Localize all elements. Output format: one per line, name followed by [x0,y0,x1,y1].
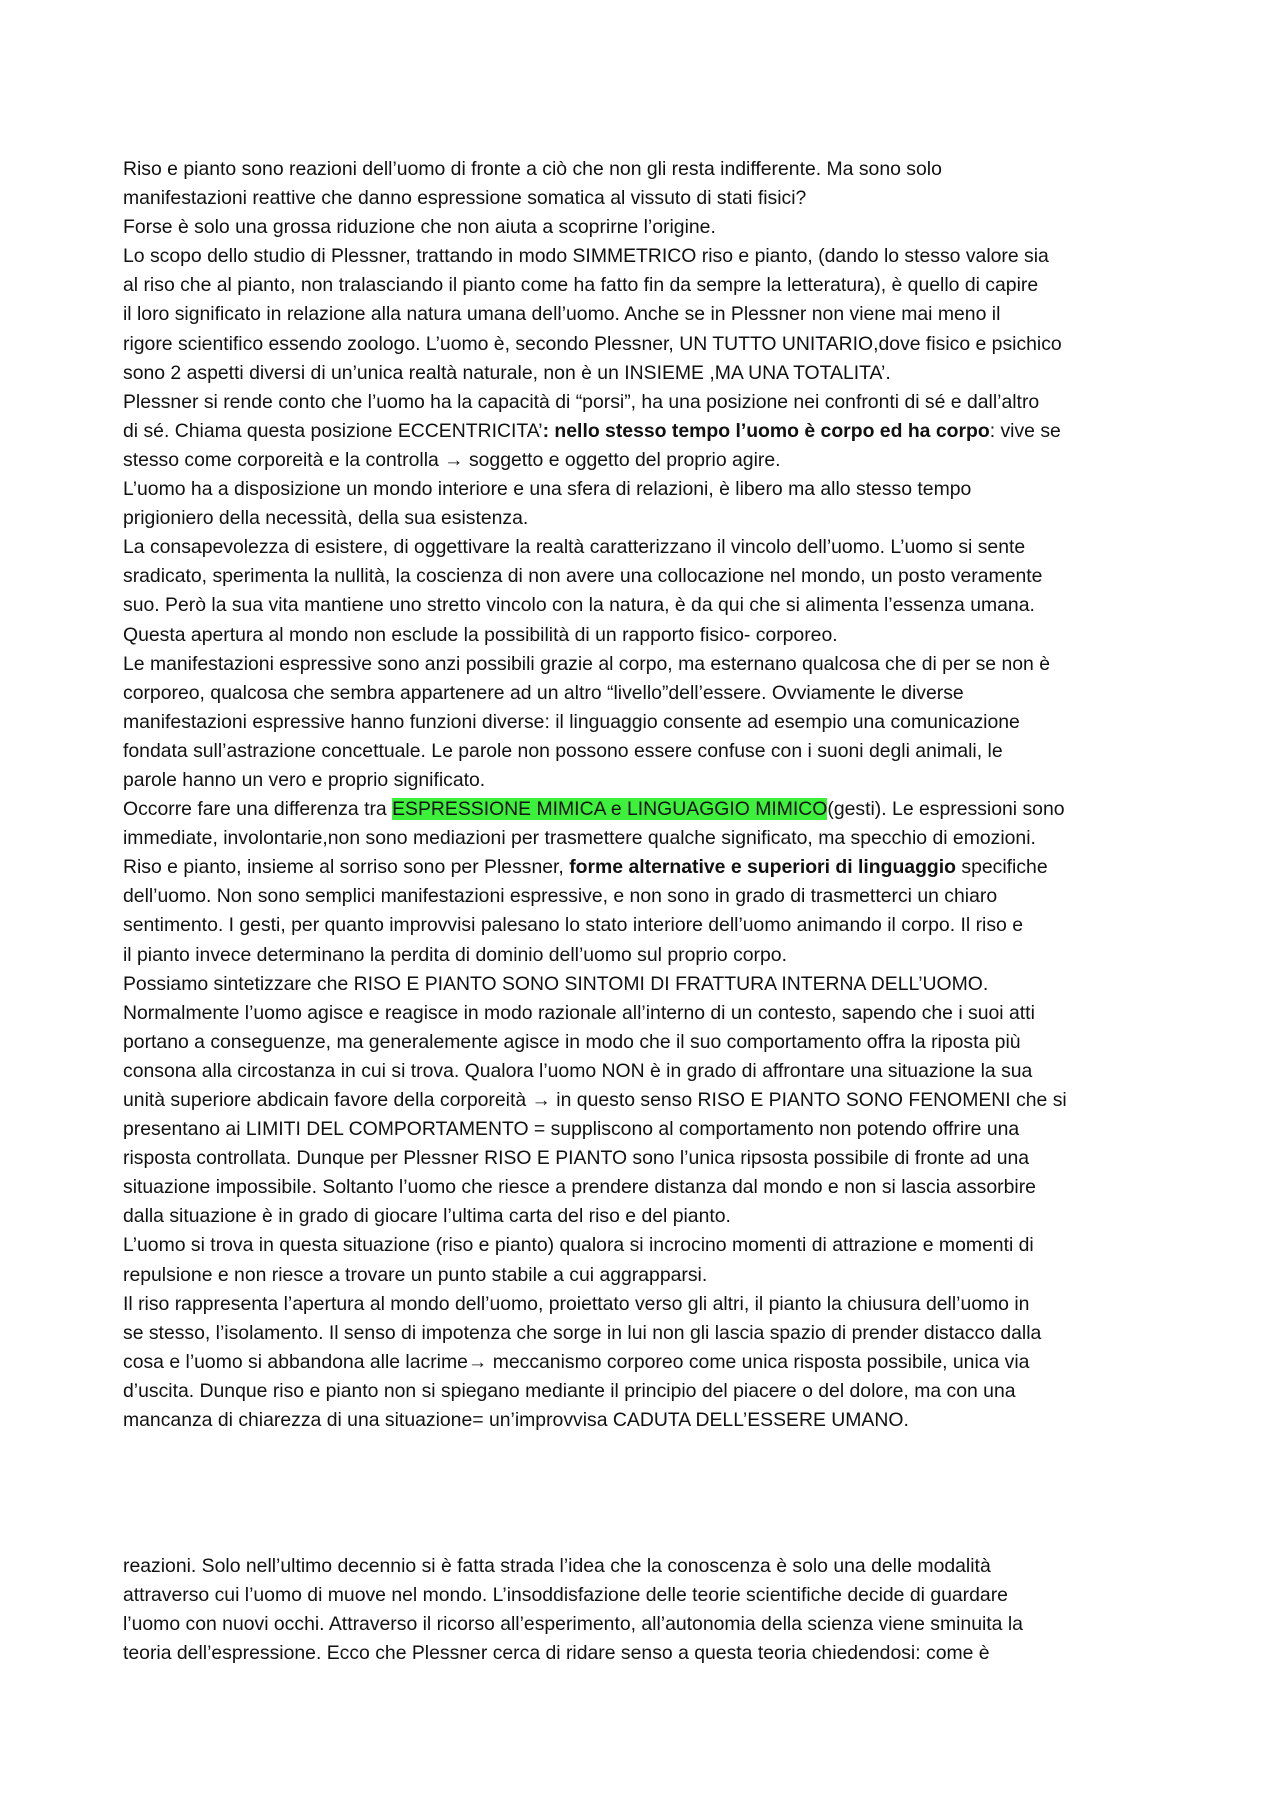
bold-text-run: forme alternative e superiori di linguaggio [569,856,957,879]
text-line: se stesso, l’isolamento. Il senso di impotenza che sorge in lui non gli lascia spazio di prender distacco dalla [123,1321,1042,1344]
text-run: Occorre fare una differenza tra [123,798,393,821]
text-line: dalla situazione è in grado di giocare l’ultima carta del riso e del pianto. [123,1205,731,1228]
text-line: attraverso cui l’uomo di muove nel mondo. L’insoddisfazione delle teorie scientifiche decide di guardare [123,1583,1008,1606]
text-line [123,853,1173,882]
text-run: specifiche [956,856,1048,879]
text-line: repulsione e non riesce a trovare un punto stabile a cui aggrapparsi. [123,1263,708,1286]
text-line: suo. Però la sua vita mantiene uno stretto vincolo con la natura, è da qui che si alimenta l’essenza umana. [123,594,1035,617]
text-line: L’uomo ha a disposizione un mondo interiore e una sfera di relazioni, è libero ma allo stesso tempo [123,478,972,501]
text-line: presentano ai LIMITI DEL COMPORTAMENTO = suppliscono al comportamento non potendo offrire una [123,1118,1020,1141]
text-line [123,417,1173,446]
text-run: Riso e pianto, insieme al sorriso sono per Plessner, [123,856,570,879]
text-line: prigioniero della necessità, della sua esistenza. [123,507,529,530]
text-line: stesso come corporeità e la controlla → soggetto e oggetto del proprio agire. [123,448,781,471]
text-line: portano a conseguenze, ma generalemente agisce in modo che il suo comportamento offra la riposta più [123,1030,1021,1053]
text-line: al riso che al pianto, non tralasciando il pianto come ha fatto fin da sempre la letteratura), è quello di capire [123,274,1039,297]
bold-text-run: : nello stesso tempo l’uomo è corpo ed ha corpo [542,419,990,442]
text-line: Plessner si rende conto che l’uomo ha la capacità di “porsi”, ha una posizione nei confronti di sé e dall’altro [123,390,1040,413]
text-line: Forse è solo una grossa riduzione che non aiuta a scoprirne l’origine. [123,216,716,239]
text-line: parole hanno un vero e proprio significato. [123,768,486,791]
text-line: corporeo, qualcosa che sembra appartenere ad un altro “livello”dell’essere. Ovviamente le diverse [123,681,964,704]
text-line: risposta controllata. Dunque per Plessner RISO E PIANTO sono l’unica ripsosta possibile di fronte ad una [123,1147,1030,1170]
text-line: Lo scopo dello studio di Plessner, trattando in modo SIMMETRICO riso e pianto, (dando lo stesso valore sia [123,245,1049,268]
text-line: consona alla circostanza in cui si trova. Qualora l’uomo NON è in grado di affrontare una situazione la sua [123,1059,1033,1082]
text-line [123,1435,1173,1464]
text-line: sentimento. I gesti, per quanto improvvisi palesano lo stato interiore dell’uomo animando il corpo. Il riso e [123,914,1023,937]
text-line: sradicato, sperimenta la nullità, la coscienza di non avere una collocazione nel mondo, un posto veramente [123,565,1043,588]
text-line: fondata sull’astrazione concettuale. Le parole non possono essere confuse con i suoni degli animali, le [123,739,1003,762]
text-line [123,795,1173,824]
document-body [123,155,1173,1697]
text-run: (gesti). Le espressioni sono [827,798,1065,821]
text-line: l’uomo con nuovi occhi. Attraverso il ricorso all’esperimento, all’autonomia della scienza viene sminuita la [123,1612,1023,1635]
text-line: immediate, involontarie,non sono mediazioni per trasmettere qualche significato, ma specchio di emozioni. [123,827,1036,850]
text-line: situazione impossibile. Soltanto l’uomo che riesce a prendere distanza dal mondo e non si lascia assorbire [123,1176,1036,1199]
text-line: Possiamo sintetizzare che RISO E PIANTO SONO SINTOMI DI FRATTURA INTERNA DELL’UOMO. [123,972,989,995]
text-line: manifestazioni espressive hanno funzioni diverse: il linguaggio consente ad esempio una comunicazione [123,710,1020,733]
text-line: il loro significato in relazione alla natura umana dell’uomo. Anche se in Plessner non viene mai meno il [123,303,1001,326]
text-line: il pianto invece determinano la perdita di dominio dell’uomo sul proprio corpo. [123,943,787,966]
text-line: L’uomo si trova in questa situazione (riso e pianto) qualora si incrocino momenti di attrazione e momenti di [123,1234,1034,1257]
text-line: dell’uomo. Non sono semplici manifestazioni espressive, e non sono in grado di trasmetterci un chiaro [123,885,998,908]
text-run: : vive se [989,419,1061,442]
text-line: La consapevolezza di esistere, di oggettivare la realtà caratterizzano il vincolo dell’uomo. L’uomo si sente [123,536,1026,559]
text-line: Il riso rappresenta l’apertura al mondo dell’uomo, proiettato verso gli altri, il pianto la chiusura dell’uomo in [123,1292,1030,1315]
text-line: Riso e pianto sono reazioni dell’uomo di fronte a ciò che non gli resta indifferente. Ma sono solo [123,158,942,180]
text-line: sono 2 aspetti diversi di un’unica realtà naturale, non è un INSIEME ,MA UNA TOTALITA’. [123,361,891,384]
text-line: unità superiore abdicain favore della corporeità → in questo senso RISO E PIANTO SONO FENOMENI che si [123,1089,1067,1111]
text-line: Le manifestazioni espressive sono anzi possibili grazie al corpo, ma esternano qualcosa che di per se non è [123,652,1050,675]
text-run: di sé. Chiama questa posizione ECCENTRICITA’ [123,419,543,442]
section-heading [123,1493,1173,1522]
text-line: Normalmente l’uomo agisce e reagisce in modo razionale all’interno di un contesto, sapendo che i suoi atti [123,1001,1035,1024]
text-line: Questa apertura al mondo non esclude la possibilità di un rapporto fisico- corporeo. [123,623,838,646]
highlighted-text: ESPRESSIONE MIMICA e LINGUAGGIO MIMICO [392,798,828,821]
text-line: mancanza di chiarezza di una situazione= un’improvvisa CADUTA DELL’ESSERE UMANO. [123,1409,909,1432]
text-line: d’uscita. Dunque riso e pianto non si spiegano mediante il principio del piacere o del dolore, ma con una [123,1379,1016,1402]
blank-line [123,1464,1173,1493]
text-line: cosa e l’uomo si abbandona alle lacrime→ meccanismo corporeo come unica risposta possibile, unica via [123,1350,1030,1373]
text-line [123,1668,1173,1697]
text-line: rigore scientifico essendo zoologo. L’uomo è, secondo Plessner, UN TUTTO UNITARIO,dove fisico e psichico [123,332,1062,355]
blank-line [123,1522,1173,1551]
text-line: teoria dell’espressione. Ecco che Plessner cerca di ridare senso a questa teoria chiedendosi: come è [123,1641,990,1664]
text-line: manifestazioni reattive che danno espressione somatica al vissuto di stati fisici? [123,187,807,210]
text-line: reazioni. Solo nell’ultimo decennio si è fatta strada l’idea che la conoscenza è solo una delle modalità [123,1554,991,1577]
